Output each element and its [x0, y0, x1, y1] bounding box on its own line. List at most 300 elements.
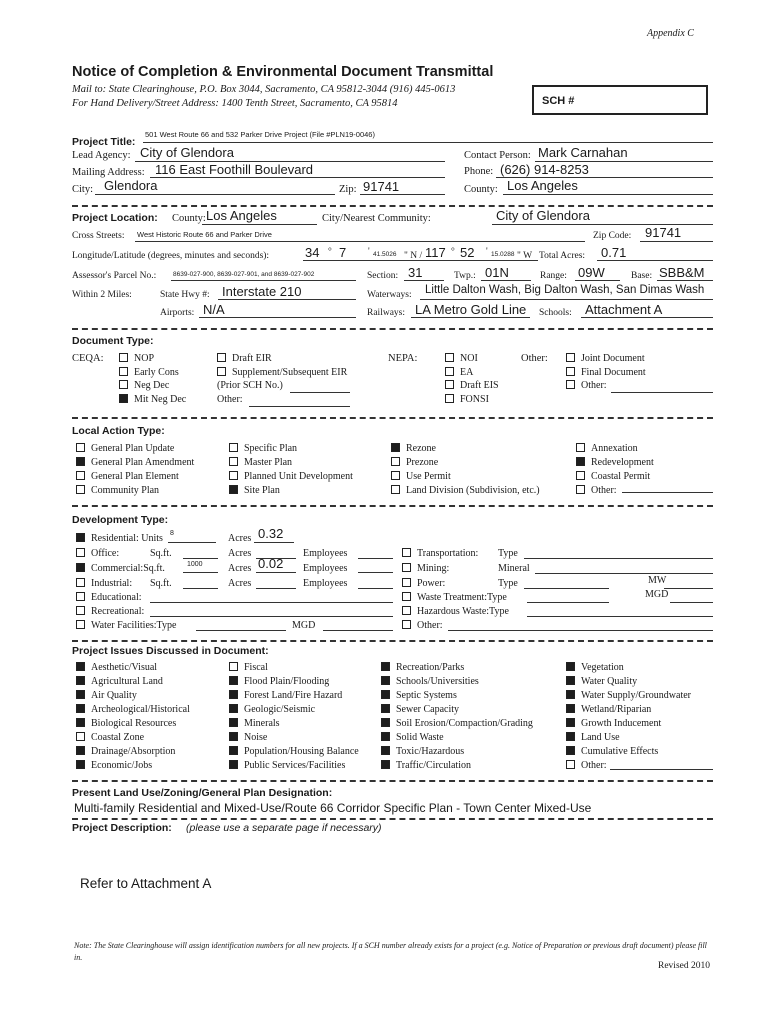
option-noi[interactable]	[445, 353, 478, 364]
doc-other-label: Other:	[521, 353, 548, 364]
dev-residential-row[interactable]	[76, 533, 163, 544]
waste-mgd-label: MGD	[645, 589, 669, 600]
use-permit-label: Use Permit	[406, 471, 451, 482]
waterways-label: Waterways:	[367, 290, 412, 300]
zip-value[interactable]: 91741	[363, 179, 400, 194]
master-plan-label: Master Plan	[244, 457, 293, 468]
sewer-capacity-checkbox[interactable]	[381, 704, 390, 713]
option-forest-land-fire-hazard[interactable]	[229, 690, 342, 701]
county-label: County:	[464, 184, 498, 195]
noise-label: Noise	[244, 732, 268, 743]
airports-label: Airports:	[160, 308, 195, 318]
draft-eir-label: Draft EIR	[232, 353, 272, 364]
option-general-plan-update[interactable]	[76, 443, 174, 454]
agricultural-land-label: Agricultural Land	[91, 676, 163, 687]
option-fiscal[interactable]	[229, 662, 268, 673]
aesthetic-visual-label: Aesthetic/Visual	[91, 662, 158, 673]
land-use-checkbox[interactable]	[566, 732, 575, 741]
latitude-degrees[interactable]: 34	[305, 245, 320, 260]
dev-office-row[interactable]	[76, 548, 119, 559]
option-master-plan[interactable]	[229, 457, 292, 468]
office-label: Office:	[91, 548, 120, 559]
other-label: Other:	[591, 485, 617, 496]
final-document-checkbox[interactable]	[566, 367, 575, 376]
drainage-absorption-label: Drainage/Absorption	[91, 746, 176, 757]
option-general-plan-element[interactable]	[76, 471, 179, 482]
option-planned-unit-development[interactable]	[229, 471, 353, 482]
industrial-sqft-label: Sq.ft.	[150, 578, 172, 589]
option-flood-plain-flooding[interactable]	[229, 676, 329, 687]
site-plan-checkbox[interactable]	[229, 485, 238, 494]
zip-label: Zip:	[339, 184, 357, 195]
project-description-value[interactable]: Refer to Attachment A	[80, 876, 212, 891]
industrial-checkbox[interactable]	[76, 578, 85, 587]
ea-label: EA	[460, 366, 474, 378]
rezone-checkbox[interactable]	[391, 443, 400, 452]
air-quality-checkbox[interactable]	[76, 690, 85, 699]
option-land-division-subdivision-etc[interactable]	[391, 485, 540, 496]
recreation-parks-checkbox[interactable]	[381, 662, 390, 671]
longitude-degrees[interactable]: 117	[425, 245, 446, 260]
commercial-checkbox[interactable]	[76, 563, 85, 572]
commercial-acres-label: Acres	[228, 563, 252, 574]
option-sewer-capacity[interactable]	[381, 704, 459, 715]
general-plan-amendment-checkbox[interactable]	[76, 457, 85, 466]
option-toxic-hazardous[interactable]	[381, 746, 464, 757]
phone-label: Phone:	[464, 166, 494, 177]
traffic-circulation-checkbox[interactable]	[381, 760, 390, 769]
base-value[interactable]: SBB&M	[659, 265, 705, 280]
schools-universities-checkbox[interactable]	[381, 676, 390, 685]
option-other[interactable]	[566, 760, 607, 771]
toxic-hazardous-label: Toxic/Hazardous	[396, 746, 465, 757]
footer-note: Note: The State Clearinghouse will assign identification numbers for all new projects. If a SCH number already exists for a project (e.g. Notice of Preparation or previous draft document) please fill in.	[74, 941, 707, 962]
soil-erosion-compaction-grading-label: Soil Erosion/Compaction/Grading	[396, 718, 533, 729]
location-county-label: County:	[172, 213, 206, 224]
lead-agency-label: Lead Agency:	[72, 150, 131, 161]
option-mit-neg-dec[interactable]	[119, 394, 186, 405]
base-label: Base:	[631, 271, 653, 281]
lead-agency-value[interactable]: City of Glendora	[140, 145, 234, 160]
other-checkbox[interactable]	[576, 485, 585, 494]
use-permit-checkbox[interactable]	[391, 471, 400, 480]
fiscal-checkbox[interactable]	[229, 662, 238, 671]
nepa-label: NEPA:	[388, 353, 418, 364]
general-plan-update-checkbox[interactable]	[76, 443, 85, 452]
dev-transportation-row[interactable]	[402, 548, 478, 559]
forest-land-fire-hazard-label: Forest Land/Fire Hazard	[244, 690, 343, 701]
planned-unit-development-checkbox[interactable]	[229, 471, 238, 480]
supplement-subsequent-eir-label: Supplement/Subsequent EIR	[232, 366, 348, 378]
option-population-housing-balance[interactable]	[229, 746, 359, 757]
transportation-type-label: Type	[498, 548, 518, 559]
dev-mining-row[interactable]	[402, 563, 449, 574]
dev-recreational-row[interactable]	[76, 606, 144, 617]
master-plan-checkbox[interactable]	[229, 457, 238, 466]
power-checkbox[interactable]	[402, 578, 411, 587]
specific-plan-label: Specific Plan	[244, 443, 298, 454]
schools-value[interactable]: Attachment A	[585, 302, 663, 317]
location-zip-label: Zip Code:	[593, 231, 632, 241]
forest-land-fire-hazard-checkbox[interactable]	[229, 690, 238, 699]
other-checkbox[interactable]	[566, 380, 575, 389]
local-action-heading: Local Action Type:	[72, 425, 165, 437]
option-use-permit[interactable]	[391, 471, 451, 482]
option-wetland-riparian[interactable]	[566, 704, 651, 715]
option-ea[interactable]	[445, 367, 473, 378]
option-annexation[interactable]	[576, 443, 638, 454]
residential-checkbox[interactable]	[76, 533, 85, 542]
longlat-label: Longitude/Latitude (degrees, minutes and seconds):	[72, 251, 270, 261]
water-supply-groundwater-checkbox[interactable]	[566, 690, 575, 699]
recreation-parks-label: Recreation/Parks	[396, 662, 465, 673]
project-title-value[interactable]: 501 West Route 66 and 532 Parker Drive Project (File #PLN19-0046)	[145, 130, 375, 139]
power-label: Power:	[417, 578, 446, 589]
waste-treatment-checkbox[interactable]	[402, 592, 411, 601]
dev-other-label: Other:	[417, 620, 443, 631]
option-aesthetic-visual[interactable]	[76, 662, 157, 673]
option-air-quality[interactable]	[76, 690, 137, 701]
redevelopment-checkbox[interactable]	[576, 457, 585, 466]
residential-acres-value[interactable]: 0.32	[258, 526, 284, 541]
joint-document-checkbox[interactable]	[566, 353, 575, 362]
city-value[interactable]: Glendora	[104, 178, 158, 193]
fonsi-checkbox[interactable]	[445, 394, 454, 403]
community-value[interactable]: City of Glendora	[496, 208, 590, 223]
population-housing-balance-checkbox[interactable]	[229, 746, 238, 755]
state-hwy-value[interactable]: Interstate 210	[222, 284, 302, 299]
mining-label: Mining:	[417, 563, 450, 574]
option-draft-eis[interactable]	[445, 380, 499, 391]
dev-commercial-row[interactable]	[76, 563, 165, 574]
septic-systems-label: Septic Systems	[396, 690, 457, 701]
option-archeological-historical[interactable]	[76, 704, 190, 715]
option-prior-sch-no[interactable]	[217, 380, 283, 391]
nop-checkbox[interactable]	[119, 353, 128, 362]
fiscal-label: Fiscal	[244, 662, 268, 673]
drainage-absorption-checkbox[interactable]	[76, 746, 85, 755]
general-plan-element-checkbox[interactable]	[76, 471, 85, 480]
land-use-value[interactable]: Multi-family Residential and Mixed-Use/Route 66 Corridor Specific Plan - Town Center Mixed-Use	[74, 801, 592, 815]
residential-label: Residential: Units	[91, 533, 163, 544]
septic-systems-checkbox[interactable]	[381, 690, 390, 699]
cross-streets-label: Cross Streets:	[72, 231, 125, 241]
option-rezone[interactable]	[391, 443, 436, 454]
general-plan-amendment-label: General Plan Amendment	[91, 457, 195, 468]
educational-label: Educational:	[91, 592, 142, 603]
coastal-permit-checkbox[interactable]	[576, 471, 585, 480]
mining-mineral-label: Mineral	[498, 563, 530, 574]
joint-document-label: Joint Document	[581, 353, 645, 364]
dev-other-row[interactable]	[402, 620, 443, 631]
mail-to: Mail to: State Clearinghouse, P.O. Box 3044, Sacramento, CA 95812-3044 (916) 445-0613	[72, 84, 456, 95]
noi-checkbox[interactable]	[445, 353, 454, 362]
railways-label: Railways:	[367, 308, 405, 318]
other-label: Other:	[581, 760, 607, 771]
option-recreation-parks[interactable]	[381, 662, 464, 673]
water-mgd-label: MGD	[292, 620, 316, 631]
office-employees-label: Employees	[303, 548, 348, 559]
option-vegetation[interactable]	[566, 662, 624, 673]
phone-value[interactable]: (626) 914-8253	[500, 162, 589, 177]
biological-resources-label: Biological Resources	[91, 718, 177, 729]
option-growth-inducement[interactable]	[566, 718, 661, 729]
total-acres-label: Total Acres:	[539, 251, 586, 261]
mit-neg-dec-checkbox[interactable]	[119, 394, 128, 403]
option-other[interactable]	[217, 394, 243, 405]
specific-plan-checkbox[interactable]	[229, 443, 238, 452]
document-type-heading: Document Type:	[72, 335, 154, 347]
noise-checkbox[interactable]	[229, 732, 238, 741]
mailing-address-label: Mailing Address:	[72, 167, 145, 178]
economic-jobs-checkbox[interactable]	[76, 760, 85, 769]
location-zip-value[interactable]: 91741	[645, 225, 682, 240]
option-community-plan[interactable]	[76, 485, 159, 496]
planned-unit-development-label: Planned Unit Development	[244, 471, 353, 482]
archeological-historical-checkbox[interactable]	[76, 704, 85, 713]
city-label: City:	[72, 184, 94, 195]
power-mw-label: MW	[648, 575, 667, 586]
hazardous-waste-label: Hazardous Waste:Type	[417, 606, 509, 617]
state-hwy-label: State Hwy #:	[160, 290, 210, 300]
option-nop[interactable]	[119, 353, 154, 364]
range-value[interactable]: 09W	[578, 265, 605, 280]
sch-label: SCH #	[542, 95, 575, 107]
fonsi-label: FONSI	[460, 393, 489, 405]
industrial-acres-label: Acres	[228, 578, 252, 589]
site-plan-label: Site Plan	[244, 485, 280, 496]
longitude-direction: " W	[517, 251, 533, 261]
ea-checkbox[interactable]	[445, 367, 454, 376]
option-joint-document[interactable]	[566, 353, 645, 364]
airports-value[interactable]: N/A	[203, 302, 225, 317]
neg-dec-checkbox[interactable]	[119, 380, 128, 389]
recreational-checkbox[interactable]	[76, 606, 85, 615]
draft-eir-checkbox[interactable]	[217, 353, 226, 362]
option-schools-universities[interactable]	[381, 676, 479, 687]
minerals-label: Minerals	[244, 718, 280, 729]
contact-person-value[interactable]: Mark Carnahan	[538, 145, 628, 160]
commercial-employees-label: Employees	[303, 563, 348, 574]
form-title: Notice of Completion & Environmental Document Transmittal	[72, 64, 494, 80]
option-biological-resources[interactable]	[76, 718, 176, 729]
biological-resources-checkbox[interactable]	[76, 718, 85, 727]
schools-universities-label: Schools/Universities	[396, 676, 479, 687]
apn-value[interactable]: 8639-027-900, 8639-027-901, and 8639-027-902	[173, 271, 315, 278]
water-quality-checkbox[interactable]	[566, 676, 575, 685]
public-services-facilities-checkbox[interactable]	[229, 760, 238, 769]
community-label: City/Nearest Community:	[322, 213, 431, 224]
neg-dec-label: Neg Dec	[134, 380, 170, 391]
archeological-historical-label: Archeological/Historical	[91, 704, 190, 715]
latitude-seconds[interactable]: 41.5026	[373, 251, 397, 258]
growth-inducement-label: Growth Inducement	[581, 718, 662, 729]
prezone-label: Prezone	[406, 457, 439, 468]
option-site-plan[interactable]	[229, 485, 280, 496]
dev-educational-row[interactable]	[76, 592, 142, 603]
option-prezone[interactable]	[391, 457, 438, 468]
development-type-heading: Development Type:	[72, 514, 169, 526]
cumulative-effects-label: Cumulative Effects	[581, 746, 659, 757]
early-cons-checkbox[interactable]	[119, 367, 128, 376]
other-label: Other:	[217, 393, 243, 405]
option-early-cons[interactable]	[119, 367, 179, 378]
option-noise[interactable]	[229, 732, 267, 743]
option-cumulative-effects[interactable]	[566, 746, 658, 757]
supplement-subsequent-eir-checkbox[interactable]	[217, 367, 226, 376]
project-description-heading: Project Description:	[72, 822, 172, 834]
dev-industrial-row[interactable]	[76, 578, 132, 589]
option-fonsi[interactable]	[445, 394, 489, 405]
option-specific-plan[interactable]	[229, 443, 297, 454]
draft-eis-checkbox[interactable]	[445, 380, 454, 389]
prezone-checkbox[interactable]	[391, 457, 400, 466]
land-use-label: Land Use	[581, 732, 620, 743]
redevelopment-label: Redevelopment	[591, 457, 654, 468]
solid-waste-checkbox[interactable]	[381, 732, 390, 741]
option-drainage-absorption[interactable]	[76, 746, 175, 757]
option-draft-eir[interactable]	[217, 353, 272, 364]
community-plan-label: Community Plan	[91, 485, 160, 496]
twp-value[interactable]: 01N	[485, 265, 509, 280]
mailing-address-value[interactable]: 116 East Foothill Boulevard	[155, 162, 314, 177]
option-economic-jobs[interactable]	[76, 760, 152, 771]
residential-acres-label: Acres	[228, 533, 252, 544]
commercial-label: Commercial:Sq.ft.	[91, 563, 165, 574]
wetland-riparian-label: Wetland/Riparian	[581, 704, 652, 715]
waterways-value[interactable]: Little Dalton Wash, Big Dalton Wash, San Dimas Wash	[425, 284, 705, 296]
option-redevelopment[interactable]	[576, 457, 654, 468]
sch-number-box[interactable]	[532, 85, 708, 115]
power-type-label: Type	[498, 578, 518, 589]
mining-checkbox[interactable]	[402, 563, 411, 572]
commercial-acres-value[interactable]: 0.02	[258, 556, 284, 571]
option-public-services-facilities[interactable]	[229, 760, 345, 771]
traffic-circulation-label: Traffic/Circulation	[396, 760, 471, 771]
coastal-zone-label: Coastal Zone	[91, 732, 145, 743]
option-final-document[interactable]	[566, 367, 646, 378]
other-checkbox[interactable]	[566, 760, 575, 769]
soil-erosion-compaction-grading-checkbox[interactable]	[381, 718, 390, 727]
latitude-minutes[interactable]: 7	[339, 245, 347, 260]
vegetation-checkbox[interactable]	[566, 662, 575, 671]
minerals-checkbox[interactable]	[229, 718, 238, 727]
office-checkbox[interactable]	[76, 548, 85, 557]
option-water-supply-groundwater[interactable]	[566, 690, 691, 701]
transportation-checkbox[interactable]	[402, 548, 411, 557]
geologic-seismic-label: Geologic/Seismic	[244, 704, 316, 715]
community-plan-checkbox[interactable]	[76, 485, 85, 494]
office-sqft-label: Sq.ft.	[150, 548, 172, 559]
option-water-quality[interactable]	[566, 676, 637, 687]
option-geologic-seismic[interactable]	[229, 704, 315, 715]
toxic-hazardous-checkbox[interactable]	[381, 746, 390, 755]
agricultural-land-checkbox[interactable]	[76, 676, 85, 685]
land-use-heading: Present Land Use/Zoning/General Plan Designation:	[72, 787, 333, 799]
land-division-subdivision-etc-checkbox[interactable]	[391, 485, 400, 494]
dev-power-row[interactable]	[402, 578, 445, 589]
population-housing-balance-label: Population/Housing Balance	[244, 746, 359, 757]
noi-label: NOI	[460, 353, 478, 364]
option-coastal-zone[interactable]	[76, 732, 144, 743]
schools-label: Schools:	[539, 308, 572, 318]
flood-plain-flooding-checkbox[interactable]	[229, 676, 238, 685]
option-solid-waste[interactable]	[381, 732, 444, 743]
railways-value[interactable]: LA Metro Gold Line	[415, 302, 527, 317]
water-facilities-checkbox[interactable]	[76, 620, 85, 629]
solid-waste-label: Solid Waste	[396, 732, 444, 743]
office-acres-label: Acres	[228, 548, 252, 559]
rezone-label: Rezone	[406, 443, 436, 454]
coastal-zone-checkbox[interactable]	[76, 732, 85, 741]
twp-label: Twp.:	[454, 271, 476, 281]
total-acres-value[interactable]: 0.71	[601, 245, 627, 260]
commercial-sqft-value[interactable]: 1000	[187, 561, 203, 568]
residential-units-value[interactable]: 8	[170, 530, 174, 537]
dev-hazardous-row[interactable]	[402, 606, 509, 617]
option-neg-dec[interactable]	[119, 380, 169, 391]
longitude-minutes[interactable]: 52	[460, 245, 475, 260]
general-plan-element-label: General Plan Element	[91, 471, 179, 482]
annexation-checkbox[interactable]	[576, 443, 585, 452]
option-agricultural-land[interactable]	[76, 676, 163, 687]
option-septic-systems[interactable]	[381, 690, 457, 701]
appendix-label: Appendix C	[647, 28, 694, 39]
option-minerals[interactable]	[229, 718, 280, 729]
public-services-facilities-label: Public Services/Facilities	[244, 760, 346, 771]
option-general-plan-amendment[interactable]	[76, 457, 194, 468]
county-value[interactable]: Los Angeles	[507, 178, 578, 193]
hazardous-waste-checkbox[interactable]	[402, 606, 411, 615]
dev-waste-row[interactable]	[402, 592, 507, 603]
section-value[interactable]: 31	[408, 265, 423, 280]
dev-other-checkbox[interactable]	[402, 620, 411, 629]
latitude-direction: " N /	[404, 251, 423, 261]
draft-eis-label: Draft EIS	[460, 380, 499, 391]
prior-sch-no-label: (Prior SCH No.)	[217, 380, 283, 391]
ceqa-label: CEQA:	[72, 353, 104, 364]
air-quality-label: Air Quality	[91, 690, 137, 701]
economic-jobs-label: Economic/Jobs	[91, 760, 153, 771]
option-other[interactable]	[566, 380, 607, 391]
growth-inducement-checkbox[interactable]	[566, 718, 575, 727]
within-2-miles-label: Within 2 Miles:	[72, 290, 132, 300]
hand-delivery: For Hand Delivery/Street Address: 1400 Tenth Street, Sacramento, CA 95814	[72, 98, 398, 109]
dev-water-row[interactable]	[76, 620, 176, 631]
cumulative-effects-checkbox[interactable]	[566, 746, 575, 755]
vegetation-label: Vegetation	[581, 662, 624, 673]
annexation-label: Annexation	[591, 443, 638, 454]
option-land-use[interactable]	[566, 732, 620, 743]
option-coastal-permit[interactable]	[576, 471, 650, 482]
option-supplement-subsequent-eir[interactable]	[217, 367, 347, 378]
mit-neg-dec-label: Mit Neg Dec	[134, 393, 187, 405]
location-county-value[interactable]: Los Angeles	[206, 208, 277, 223]
waste-treatment-label: Waste Treatment:Type	[417, 592, 507, 603]
longitude-seconds[interactable]: 15.0288	[491, 251, 515, 258]
flood-plain-flooding-label: Flood Plain/Flooding	[244, 676, 330, 687]
aesthetic-visual-checkbox[interactable]	[76, 662, 85, 671]
geologic-seismic-checkbox[interactable]	[229, 704, 238, 713]
cross-streets-value[interactable]: West Historic Route 66 and Parker Drive	[137, 230, 272, 239]
option-traffic-circulation[interactable]	[381, 760, 471, 771]
apn-label: Assessor's Parcel No.:	[72, 271, 157, 281]
option-soil-erosion-compaction-grading[interactable]	[381, 718, 533, 729]
wetland-riparian-checkbox[interactable]	[566, 704, 575, 713]
educational-checkbox[interactable]	[76, 592, 85, 601]
nop-label: NOP	[134, 353, 155, 364]
option-other[interactable]	[576, 485, 617, 496]
